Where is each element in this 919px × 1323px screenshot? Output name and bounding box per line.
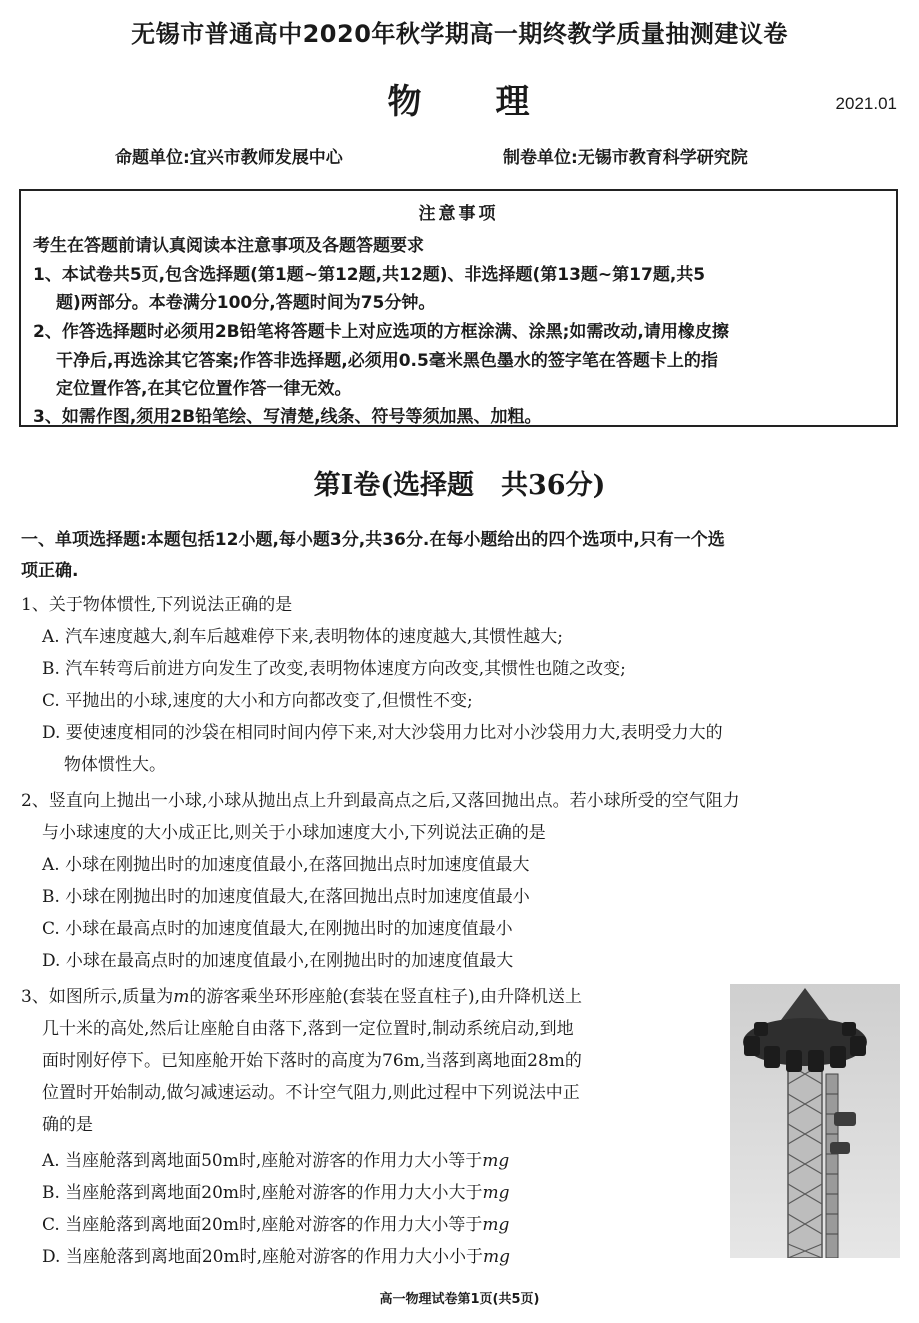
setter-unit: 命题单位:宜兴市教师发展中心 [115, 148, 343, 168]
notice-box [19, 189, 898, 427]
q2-stem-1: 2、竖直向上抛出一小球,小球从抛出点上升到最高点之后,又落回抛出点。若小球所受的空气阻力 [21, 791, 740, 811]
q2-option-d: D. 小球在最高点时的加速度值最小,在刚抛出时的加速度值最大 [42, 951, 514, 971]
section-title: 第Ⅰ卷(选择题 共36分) [313, 470, 606, 501]
notice-line-1: 1、本试卷共5页,包含选择题(第1题~第12题,共12题)、非选择题(第13题~第17题,共5 [33, 265, 706, 285]
q3-option-a-text: A. 当座舱落到离地面50m时,座舱对游客的作用力大小等于 [42, 1151, 483, 1171]
q3-option-b [42, 1178, 509, 1203]
q2-option-a: A. 小球在刚抛出时的加速度值最小,在落回抛出点时加速度值最大 [42, 855, 530, 875]
q3-option-c-text: C. 当座舱落到离地面20m时,座舱对游客的作用力大小等于 [42, 1215, 483, 1235]
page-footer: 高一物理试卷第1页(共5页) [379, 1292, 540, 1307]
q1-option-d-1: D. 要使速度相同的沙袋在相同时间内停下来,对大沙袋用力比对小沙袋用力大,表明受力大的 [42, 723, 723, 743]
q3-stem-1a: 3、如图所示,质量为 [21, 987, 174, 1007]
q3-stem-3: 面时刚好停下。已知座舱开始下落时的高度为76m,当落到离地面28m的 [42, 1051, 582, 1071]
q2-stem-2: 与小球速度的大小成正比,则关于小球加速度大小,下列说法正确的是 [42, 823, 546, 843]
notice-title: 注意事项 [418, 204, 499, 224]
exam-title: 无锡市普通高中2020年秋学期高一期终教学质量抽测建议卷 [131, 20, 788, 48]
part1-instructions-2: 项正确. [21, 561, 79, 581]
q1-option-c: C. 平抛出的小球,速度的大小和方向都改变了,但惯性不变; [42, 691, 473, 711]
notice-line-3: 2、作答选择题时必须用2B铅笔将答题卡上对应选项的方框涂满、涂黑;如需改动,请用橡皮擦 [33, 322, 729, 342]
q1-option-b: B. 汽车转弯后前进方向发生了改变,表明物体速度方向改变,其惯性也随之改变; [42, 659, 626, 679]
q3-option-a [42, 1146, 509, 1171]
q3-option-a-mg: mg [482, 1151, 510, 1171]
q3-stem-5: 确的是 [42, 1115, 93, 1135]
q3-option-d-text: D. 当座舱落到离地面20m时,座舱对游客的作用力大小小于 [42, 1247, 483, 1267]
q1-option-d-2: 物体惯性大。 [64, 755, 166, 775]
q3-stem-1 [21, 982, 582, 1007]
producer-unit: 制卷单位:无锡市教育科学研究院 [503, 148, 748, 168]
side-rail [826, 1074, 838, 1258]
q3-option-c-mg: mg [482, 1215, 510, 1235]
q1-option-a: A. 汽车速度越大,刹车后越难停下来,表明物体的速度越大,其惯性越大; [42, 627, 564, 647]
q2-option-c: C. 小球在最高点时的加速度值最大,在刚抛出时的加速度值最小 [42, 919, 513, 939]
q1-stem: 1、关于物体惯性,下列说法正确的是 [21, 595, 293, 615]
exam-date: 2021.01 [835, 94, 897, 113]
q3-option-d [42, 1242, 510, 1267]
q3-stem-2: 几十米的高处,然后让座舱自由落下,落到一定位置时,制动系统启动,到地 [42, 1019, 574, 1039]
q3-option-d-mg: mg [483, 1247, 511, 1267]
notice-intro: 考生在答题前请认真阅读本注意事项及各题答题要求 [33, 236, 424, 256]
notice-line-6: 3、如需作图,须用2B铅笔绘、写清楚,线条、符号等须加黑、加粗。 [33, 407, 542, 427]
notice-line-5: 定位置作答,在其它位置作答一律无效。 [56, 379, 352, 399]
q3-mass-symbol: m [173, 987, 190, 1007]
q3-option-b-mg: mg [482, 1183, 510, 1203]
drop-tower-photo [730, 984, 900, 1258]
drop-tower-illustration [730, 984, 900, 1258]
notice-line-2: 题)两部分。本卷满分100分,答题时间为75分钟。 [56, 293, 436, 313]
subject-title [0, 74, 919, 123]
subject-char-left: 物 [387, 82, 424, 122]
tower-column [788, 1044, 822, 1258]
subject-char-right: 理 [495, 82, 532, 122]
q3-option-b-text: B. 当座舱落到离地面20m时,座舱对游客的作用力大小大于 [42, 1183, 483, 1203]
q3-option-c [42, 1210, 509, 1235]
q2-option-b: B. 小球在刚抛出时的加速度值最大,在落回抛出点时加速度值最小 [42, 887, 530, 907]
part1-instructions-1: 一、单项选择题:本题包括12小题,每小题3分,共36分.在每小题给出的四个选项中,只有一个选 [21, 530, 725, 550]
q3-stem-4: 位置时开始制动,做匀减速运动。不计空气阻力,则此过程中下列说法中正 [42, 1083, 580, 1103]
notice-line-4: 干净后,再选涂其它答案;作答非选择题,必须用0.5毫米黑色墨水的签字笔在答题卡上的指 [56, 351, 718, 371]
q3-stem-1c: 的游客乘坐环形座舱(套装在竖直柱子),由升降机送上 [189, 987, 583, 1007]
